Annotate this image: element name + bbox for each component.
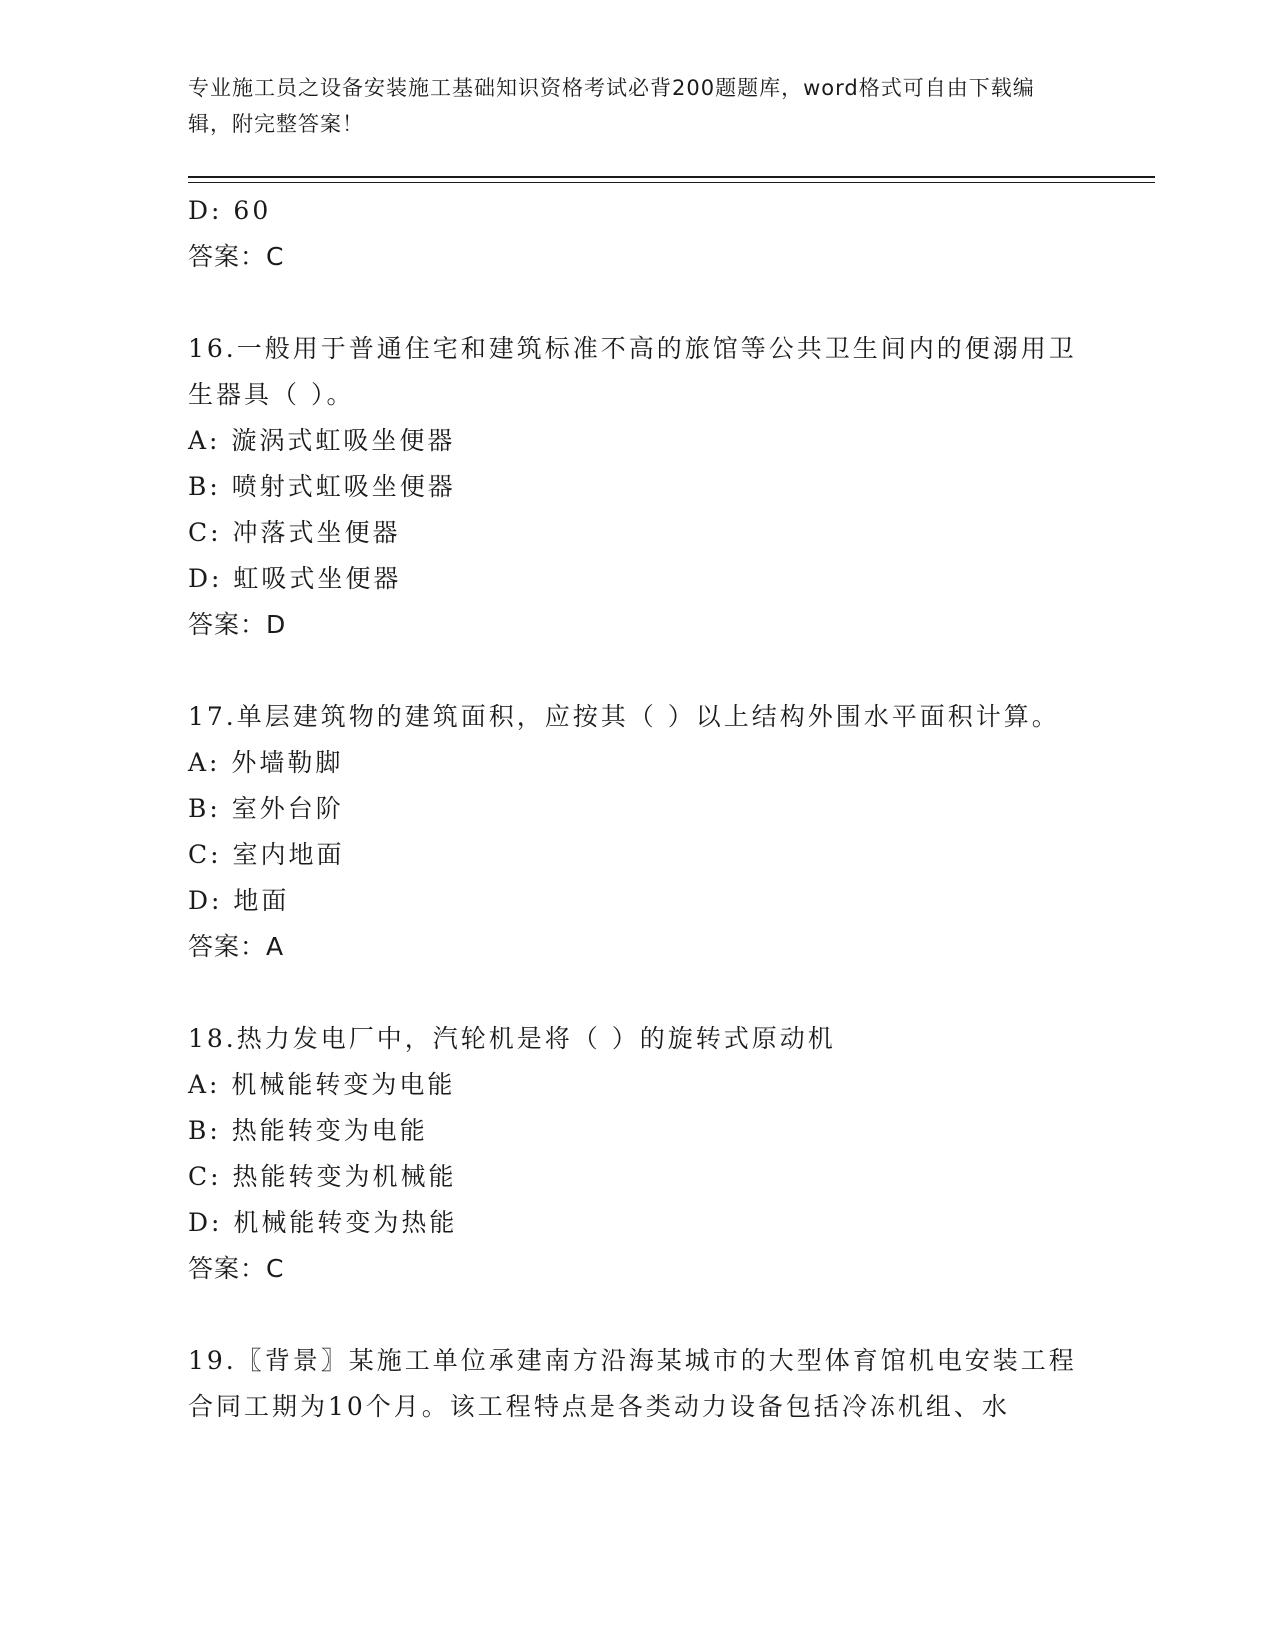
option-a: A: 外墙勒脚 — [188, 748, 344, 777]
option-b: B: 热能转变为电能 — [188, 1116, 428, 1145]
question-17 — [188, 694, 1088, 970]
option-a: A: 漩涡式虹吸坐便器 — [188, 426, 456, 455]
option-b: B: 喷射式虹吸坐便器 — [188, 472, 456, 501]
prev-answer: 答案：C — [188, 242, 285, 271]
option-c: C: 室内地面 — [188, 840, 345, 869]
option-c: C: 冲落式坐便器 — [188, 518, 401, 547]
option-c: C: 热能转变为机械能 — [188, 1162, 457, 1191]
option-d: D: 地面 — [188, 886, 290, 915]
answer: 答案：A — [188, 932, 285, 961]
prev-option-d: D: 60 — [188, 196, 272, 225]
question-stem: 19.〖背景〗某施工单位承建南方沿海某城市的大型体育馆机电安装工程合同工期为10个月。该工程特点是各类动力设备包括冷冻机组、水 — [188, 1346, 1077, 1421]
question-16 — [188, 326, 1088, 648]
header-divider-thin — [188, 182, 1155, 183]
question-19 — [188, 1338, 1088, 1430]
option-d: D: 机械能转变为热能 — [188, 1208, 458, 1237]
option-d: D: 虹吸式坐便器 — [188, 564, 402, 593]
document-header: 专业施工员之设备安装施工基础知识资格考试必背200题题库，word格式可自由下载编辑，附完整答案！ — [188, 76, 1035, 136]
question-18 — [188, 1016, 1088, 1292]
question-stem: 17.单层建筑物的建筑面积，应按其（ ）以上结构外围水平面积计算。 — [188, 702, 1060, 731]
option-a: A: 机械能转变为电能 — [188, 1070, 456, 1099]
question-content — [188, 188, 1088, 1430]
answer: 答案：C — [188, 1254, 285, 1283]
question-stem: 18.热力发电厂中，汽轮机是将（ ）的旋转式原动机 — [188, 1024, 836, 1053]
answer: 答案：D — [188, 610, 287, 639]
header-divider-thick — [188, 176, 1155, 178]
question-stem: 16.一般用于普通住宅和建筑标准不高的旅馆等公共卫生间内的便溺用卫生器具（ ）。 — [188, 334, 1077, 409]
option-b: B: 室外台阶 — [188, 794, 344, 823]
